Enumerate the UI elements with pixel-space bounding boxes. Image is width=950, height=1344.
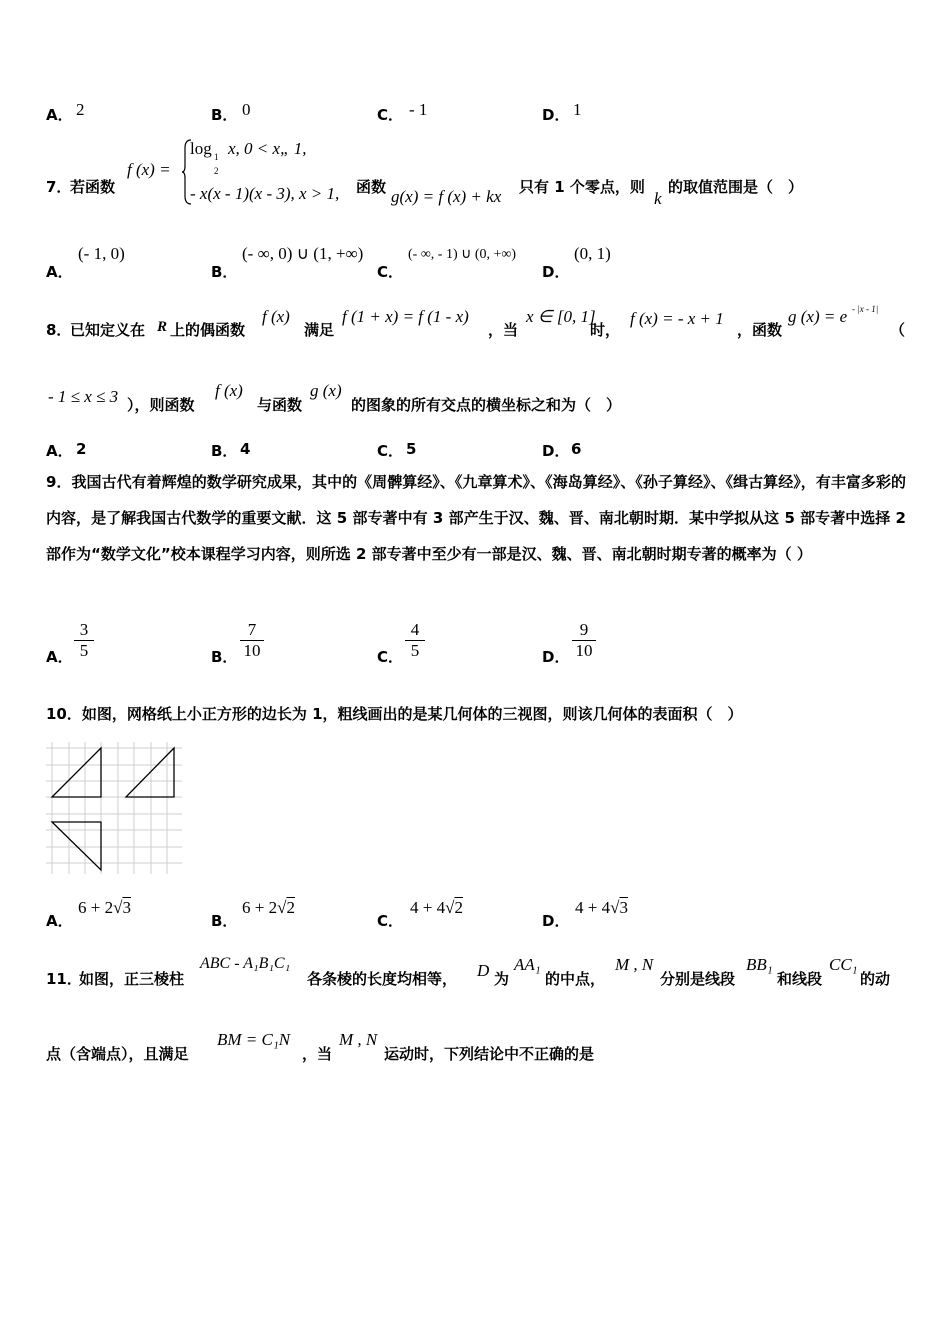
q7-mid2: 只有 1 个零点，则 [519, 178, 645, 196]
q7-piece2: - x(x - 1)(x - 3), x > 1, [190, 184, 340, 203]
q7-piece1-log: log [190, 139, 212, 158]
q10-option-b-letter: B． [211, 912, 238, 930]
q7-option-a-letter: A． [46, 263, 73, 281]
q8-text-5: 时， [590, 321, 621, 339]
q8-range: - 1 ≤ x ≤ 3 [48, 387, 119, 406]
q7-option-d-letter: D． [542, 263, 570, 281]
q11-text-4: 的中点， [545, 970, 606, 988]
q10-option-a-value: 6 + 2√3 [78, 898, 131, 917]
q9-option-c-letter: C． [377, 648, 404, 666]
q7-g-def: g(x) = f (x) + kx [391, 187, 502, 206]
q9-option-c-den: 5 [410, 641, 420, 660]
q10-option-b-value: 6 + 2√2 [242, 898, 295, 917]
q10-option-a-pre: 6 + 2 [78, 898, 114, 917]
q6-option-d-value: 1 [573, 100, 582, 119]
q9-text: 9．我国古代有着辉煌的数学研究成果，其中的《周髀算经》、《九章算术》、《海岛算经》、《孙子算经》、《缉古算经》，有丰富多彩的内容，是了解我国古代数学的重要文献．这 5 部专著中有 3 部产生于汉、魏、晋、南北朝时期．某中学拟从这 5 部专著中选择 2 部作为“数学文化”校本课程学习内容，则所选 2 部专著中至少有一部是汉、魏、晋、南北朝时期专著的概率为（ ） [46, 473, 906, 563]
q7-option-d-value: (0, 1) [574, 244, 611, 263]
q11-D: D [477, 961, 490, 980]
q11-equation: BM = C₁N [217, 1030, 291, 1049]
q8-option-a-value: 2 [76, 440, 87, 458]
q8-text-3: 满足 [304, 321, 335, 339]
q11-BB1: BB₁ [746, 955, 773, 974]
q8-text-8: ），则函数 [127, 396, 195, 414]
q7-k: k [654, 189, 662, 208]
q9-option-b-den: 10 [243, 641, 261, 660]
q7-piece1-base-den: 2 [214, 166, 219, 176]
q8-text-6: ，函数 [737, 321, 783, 339]
q8-text-1: 已知定义在 [70, 321, 146, 339]
q10-option-d-rad: 3 [619, 898, 628, 917]
q6-option-a-value: 2 [76, 100, 85, 119]
q8-option-d-value: 6 [571, 440, 582, 458]
q11-MN: M , N [615, 955, 654, 974]
q9-option-d-letter: D． [542, 648, 570, 666]
q9-option-c-num: 4 [405, 620, 425, 641]
q7-f-def: f (x) = [127, 160, 171, 179]
q11-text-5: 分别是线段 [660, 970, 736, 988]
q10-option-a-rad: 3 [122, 898, 131, 917]
q6-option-b-value: 0 [242, 100, 251, 119]
q10-option-b-rad: 2 [286, 898, 295, 917]
q7-mid1: 函数 [356, 178, 387, 196]
q8-interval: x ∈ [0, 1] [526, 307, 596, 326]
q10-option-d-letter: D． [542, 912, 570, 930]
q8-g-def: g (x) = e [788, 307, 848, 326]
q8-condition: f (1 + x) = f (1 - x) [342, 307, 469, 326]
q8-R: R [157, 319, 168, 335]
q8-text-2: 上的偶函数 [170, 321, 246, 339]
figure-grid [46, 742, 182, 874]
q6-option-c-value: - 1 [409, 100, 428, 119]
q9-option-a-letter: A． [46, 648, 73, 666]
q7-option-c-letter: C． [377, 263, 404, 281]
q11-prism: ABC - A₁B₁C₁ [200, 955, 291, 972]
q7-piece1-base-num: 1 [214, 152, 219, 162]
q9-option-d-den: 10 [575, 641, 593, 660]
q6-option-a-letter: A． [46, 106, 73, 124]
q8-option-d-letter: D． [542, 442, 570, 460]
q11-text-9: ，当 [302, 1045, 333, 1063]
q10-option-a-letter: A． [46, 912, 73, 930]
q8-f-def: f (x) = - x + 1 [630, 309, 724, 328]
q10-option-c-rad: 2 [454, 898, 463, 917]
q10-option-d-pre: 4 + 4 [575, 898, 611, 917]
q11-CC1: CC₁ [829, 955, 858, 974]
q11-MN-2: M , N [339, 1030, 378, 1049]
q11-text-6: 和线段 [777, 970, 823, 988]
q11-AA1: AA₁ [514, 955, 541, 974]
q9-option-a-fraction [74, 620, 94, 661]
q9-option-c-fraction [405, 620, 425, 661]
front-view-triangle [52, 748, 101, 797]
q11-text-10: 运动时，下列结论中不正确的是 [384, 1045, 595, 1063]
q11-text-3: 为 [494, 970, 510, 988]
q10-option-c-pre: 4 + 4 [410, 898, 446, 917]
q8-number: 8． [46, 321, 72, 339]
q8-fx-2: f (x) [215, 381, 243, 400]
q10-option-d-value: 4 + 4√3 [575, 898, 628, 917]
q7-option-b-value: (- ∞, 0) ∪ (1, +∞) [242, 244, 364, 263]
q8-option-a-letter: A． [46, 442, 73, 460]
q8-option-b-value: 4 [240, 440, 251, 458]
q6-option-c-letter: C． [377, 106, 404, 124]
q7-option-c-value: (- ∞, - 1) ∪ (0, +∞) [408, 247, 517, 262]
q7-tail: 的取值范围是（ ） [668, 178, 804, 196]
q11-text-2: 各条棱的长度均相等， [307, 970, 458, 988]
q7-option-b-letter: B． [211, 263, 238, 281]
q8-gx-2: g (x) [310, 381, 342, 400]
q10-text: 10．如图，网格纸上小正方形的边长为 1，粗线画出的是某几何体的三视图，则该几何体的表面积（ ） [46, 705, 743, 723]
q9-option-d-num: 9 [572, 620, 596, 641]
q8-option-b-letter: B． [211, 442, 238, 460]
three-view-figure [44, 740, 184, 876]
q11-text-7: 的动 [860, 970, 891, 988]
q8-option-c-letter: C． [377, 442, 404, 460]
q10-option-c-letter: C． [377, 912, 404, 930]
q8-text-7: （ [890, 321, 906, 339]
q9-option-d-fraction [572, 620, 596, 661]
q10-option-b-pre: 6 + 2 [242, 898, 278, 917]
q6-option-d-letter: D． [542, 106, 570, 124]
q10-option-c-value: 4 + 4√2 [410, 898, 463, 917]
q11-text-8: 点（含端点），且满足 [46, 1045, 189, 1063]
q9-option-a-den: 5 [79, 641, 89, 660]
q9-option-a-num: 3 [74, 620, 94, 641]
q6-option-b-letter: B． [211, 106, 238, 124]
q8-fx: f (x) [262, 307, 290, 326]
q8-text-9: 与函数 [257, 396, 303, 414]
q9-option-b-letter: B． [211, 648, 238, 666]
q11-number: 11． [46, 970, 82, 988]
q7-number: 7． [46, 178, 72, 196]
q7-lead: 若函数 [70, 178, 116, 196]
q7-option-a-value: (- 1, 0) [78, 244, 125, 263]
q8-option-c-value: 5 [406, 440, 417, 458]
q8-text-4: ，当 [488, 321, 519, 339]
q9-option-b-fraction [240, 620, 264, 661]
q7-piece1-rest: x, 0 < x„ 1, [228, 139, 307, 158]
q9-option-b-num: 7 [240, 620, 264, 641]
q8-g-exponent: - |x - 1| [852, 304, 879, 314]
q11-text-1: 如图，正三棱柱 [79, 970, 185, 988]
q8-text-10: 的图象的所有交点的横坐标之和为（ ） [351, 396, 622, 414]
